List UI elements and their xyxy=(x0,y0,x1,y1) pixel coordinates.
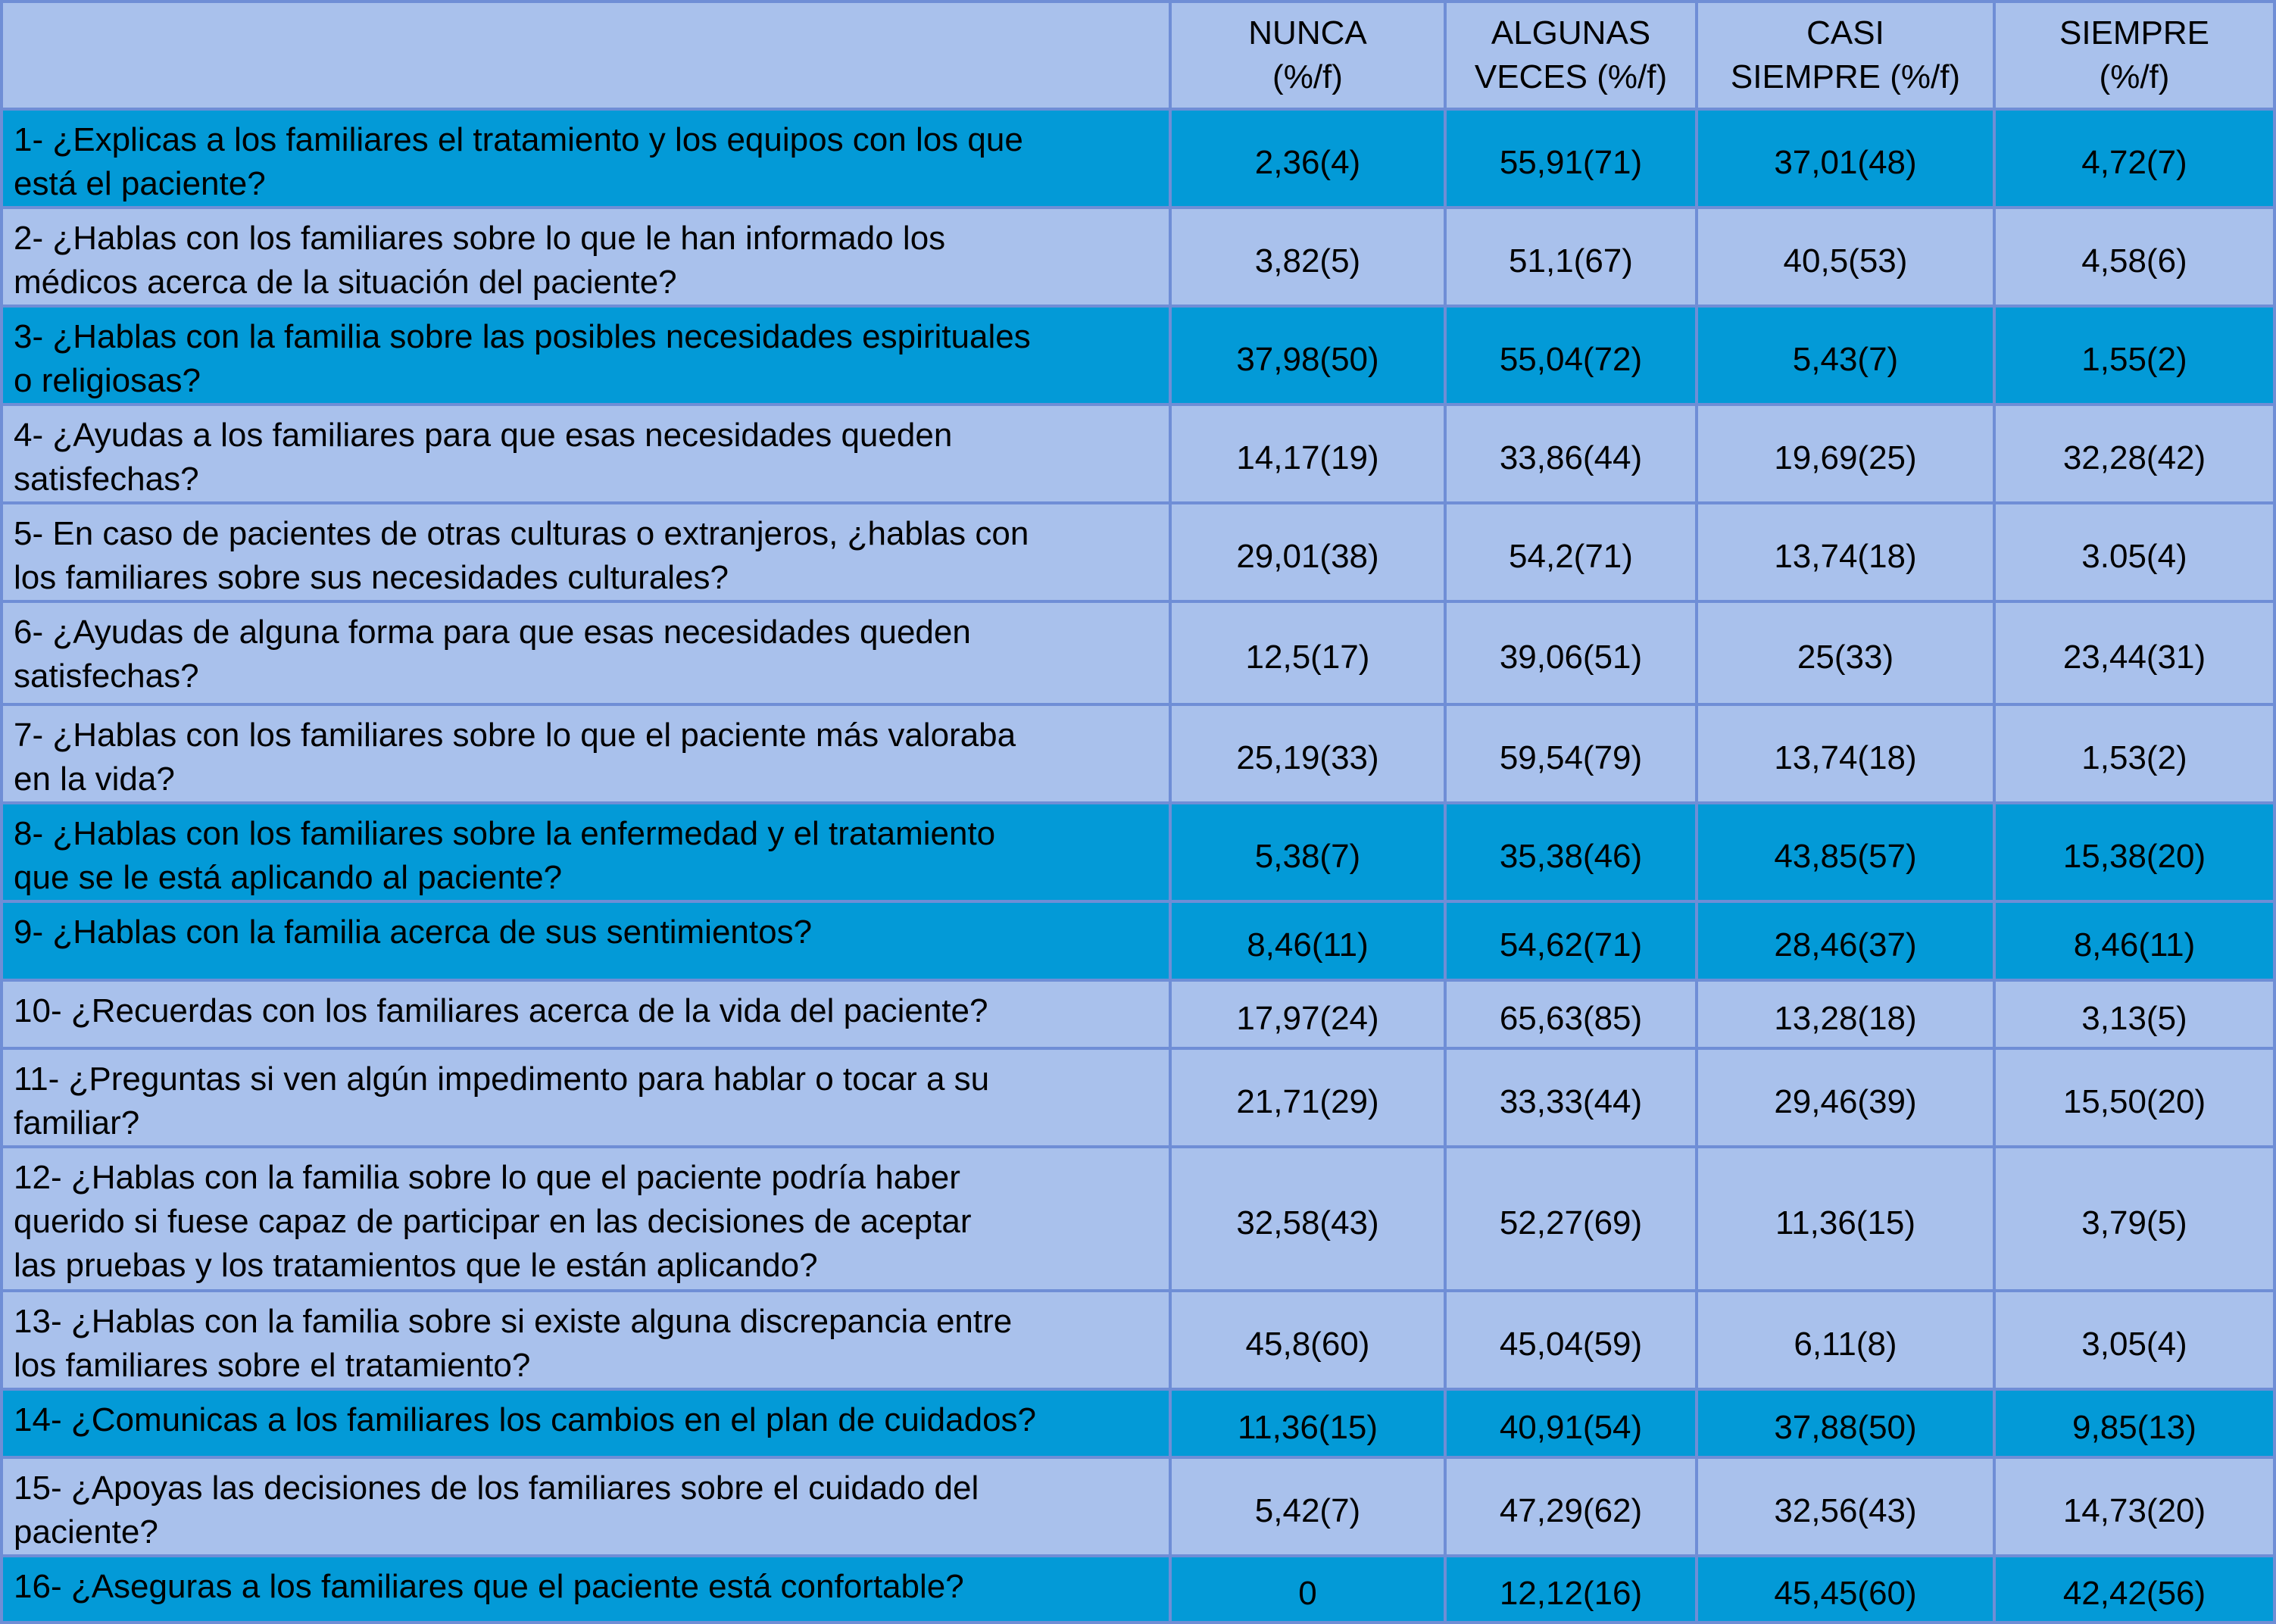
value-casi: 11,36(15) xyxy=(1697,1147,1994,1291)
value-nunca: 0 xyxy=(1170,1556,1445,1622)
value-siempre: 42,42(56) xyxy=(1994,1556,2274,1622)
header-algunas-line-1: ALGUNAS xyxy=(1491,14,1651,52)
value-casi: 37,88(50) xyxy=(1697,1389,1994,1457)
question-line: médicos acerca de la situación del paciente? xyxy=(14,264,677,301)
value-casi: 40,5(53) xyxy=(1697,208,1994,306)
header-siempre-line-2: (%/f) xyxy=(2099,58,2170,95)
table-row xyxy=(2,1291,2274,1389)
value-algunas: 47,29(62) xyxy=(1445,1457,1697,1556)
value-algunas: 65,63(85) xyxy=(1445,980,1697,1048)
header-siempre-line-1: SIEMPRE xyxy=(2059,14,2210,52)
question-cell xyxy=(2,601,1170,704)
question-line: satisfechas? xyxy=(14,461,199,498)
value-algunas: 35,38(46) xyxy=(1445,803,1697,901)
question-cell xyxy=(2,109,1170,208)
value-nunca: 2,36(4) xyxy=(1170,109,1445,208)
header-siempre xyxy=(1994,2,2274,109)
table-row xyxy=(2,404,2274,503)
value-nunca: 5,38(7) xyxy=(1170,803,1445,901)
question-cell xyxy=(2,901,1170,980)
value-siempre: 15,38(20) xyxy=(1994,803,2274,901)
value-siempre: 3,79(5) xyxy=(1994,1147,2274,1291)
question-cell xyxy=(2,306,1170,404)
value-casi: 43,85(57) xyxy=(1697,803,1994,901)
question-cell xyxy=(2,1389,1170,1457)
value-siempre: 3.05(4) xyxy=(1994,503,2274,601)
value-nunca: 21,71(29) xyxy=(1170,1048,1445,1147)
value-casi: 6,11(8) xyxy=(1697,1291,1994,1389)
question-cell xyxy=(2,704,1170,803)
value-algunas: 39,06(51) xyxy=(1445,601,1697,704)
table-row xyxy=(2,1048,2274,1147)
header-nunca-line-1: NUNCA xyxy=(1248,14,1367,52)
value-nunca: 14,17(19) xyxy=(1170,404,1445,503)
value-casi: 29,46(39) xyxy=(1697,1048,1994,1147)
table-row xyxy=(2,109,2274,208)
value-algunas: 51,1(67) xyxy=(1445,208,1697,306)
value-algunas: 54,62(71) xyxy=(1445,901,1697,980)
question-line: querido si fuese capaz de participar en las decisiones de aceptar xyxy=(14,1203,972,1240)
survey-body xyxy=(2,109,2274,1622)
question-cell xyxy=(2,208,1170,306)
question-line: 15- ¿Apoyas las decisiones de los familiares sobre el cuidado del xyxy=(14,1469,979,1507)
question-cell xyxy=(2,1048,1170,1147)
value-siempre: 32,28(42) xyxy=(1994,404,2274,503)
value-siempre: 3,13(5) xyxy=(1994,980,2274,1048)
question-line: en la vida? xyxy=(14,760,175,798)
value-siempre: 8,46(11) xyxy=(1994,901,2274,980)
value-siempre: 9,85(13) xyxy=(1994,1389,2274,1457)
header-algunas-line-2: VECES (%/f) xyxy=(1474,58,1668,95)
value-casi: 45,45(60) xyxy=(1697,1556,1994,1622)
value-siempre: 15,50(20) xyxy=(1994,1048,2274,1147)
table-row xyxy=(2,306,2274,404)
value-nunca: 29,01(38) xyxy=(1170,503,1445,601)
question-line: 3- ¿Hablas con la familia sobre las posibles necesidades espirituales xyxy=(14,318,1031,355)
value-nunca: 3,82(5) xyxy=(1170,208,1445,306)
table-row xyxy=(2,901,2274,980)
value-algunas: 45,04(59) xyxy=(1445,1291,1697,1389)
question-cell xyxy=(2,1556,1170,1622)
value-algunas: 40,91(54) xyxy=(1445,1389,1697,1457)
value-algunas: 54,2(71) xyxy=(1445,503,1697,601)
value-algunas: 55,91(71) xyxy=(1445,109,1697,208)
question-line: 14- ¿Comunicas a los familiares los cambios en el plan de cuidados? xyxy=(14,1401,1037,1438)
value-algunas: 55,04(72) xyxy=(1445,306,1697,404)
question-line: está el paciente? xyxy=(14,165,266,202)
value-casi: 13,28(18) xyxy=(1697,980,1994,1048)
table-row xyxy=(2,1556,2274,1622)
question-line: familiar? xyxy=(14,1104,140,1141)
question-line: 8- ¿Hablas con los familiares sobre la enfermedad y el tratamiento xyxy=(14,815,996,852)
question-line: los familiares sobre el tratamiento? xyxy=(14,1347,531,1384)
value-casi: 28,46(37) xyxy=(1697,901,1994,980)
value-casi: 5,43(7) xyxy=(1697,306,1994,404)
question-line: los familiares sobre sus necesidades culturales? xyxy=(14,559,729,596)
table-row xyxy=(2,503,2274,601)
question-line: 12- ¿Hablas con la familia sobre lo que el paciente podría haber xyxy=(14,1159,960,1196)
question-line: 13- ¿Hablas con la familia sobre si existe alguna discrepancia entre xyxy=(14,1303,1013,1340)
header-casi-line-2: SIEMPRE (%/f) xyxy=(1730,58,1961,95)
value-nunca: 8,46(11) xyxy=(1170,901,1445,980)
value-siempre: 1,55(2) xyxy=(1994,306,2274,404)
value-nunca: 45,8(60) xyxy=(1170,1291,1445,1389)
value-algunas: 12,12(16) xyxy=(1445,1556,1697,1622)
value-nunca: 25,19(33) xyxy=(1170,704,1445,803)
header-casi-line-1: CASI xyxy=(1806,14,1884,52)
table-row xyxy=(2,980,2274,1048)
question-line: las pruebas y los tratamientos que le están aplicando? xyxy=(14,1247,818,1284)
question-line: 5- En caso de pacientes de otras culturas o extranjeros, ¿hablas con xyxy=(14,515,1029,552)
value-casi: 32,56(43) xyxy=(1697,1457,1994,1556)
value-algunas: 33,33(44) xyxy=(1445,1048,1697,1147)
table-row xyxy=(2,208,2274,306)
header-row xyxy=(2,2,2274,109)
question-cell xyxy=(2,404,1170,503)
question-line: 4- ¿Ayudas a los familiares para que esas necesidades queden xyxy=(14,417,953,454)
question-line: 10- ¿Recuerdas con los familiares acerca de la vida del paciente? xyxy=(14,992,988,1029)
table-row xyxy=(2,1457,2274,1556)
header-casi-siempre xyxy=(1697,2,1994,109)
value-casi: 13,74(18) xyxy=(1697,503,1994,601)
value-casi: 13,74(18) xyxy=(1697,704,1994,803)
value-siempre: 4,58(6) xyxy=(1994,208,2274,306)
value-algunas: 33,86(44) xyxy=(1445,404,1697,503)
question-cell xyxy=(2,803,1170,901)
question-line: 2- ¿Hablas con los familiares sobre lo que le han informado los xyxy=(14,220,946,257)
question-line: que se le está aplicando al paciente? xyxy=(14,859,563,896)
question-cell xyxy=(2,1147,1170,1291)
value-algunas: 52,27(69) xyxy=(1445,1147,1697,1291)
header-nunca xyxy=(1170,2,1445,109)
value-siempre: 14,73(20) xyxy=(1994,1457,2274,1556)
question-line: 16- ¿Aseguras a los familiares que el paciente está confortable? xyxy=(14,1568,964,1605)
value-siempre: 4,72(7) xyxy=(1994,109,2274,208)
value-nunca: 5,42(7) xyxy=(1170,1457,1445,1556)
value-nunca: 11,36(15) xyxy=(1170,1389,1445,1457)
value-siempre: 3,05(4) xyxy=(1994,1291,2274,1389)
table-row xyxy=(2,803,2274,901)
question-cell xyxy=(2,1457,1170,1556)
question-cell xyxy=(2,980,1170,1048)
question-line: 11- ¿Preguntas si ven algún impedimento para hablar o tocar a su xyxy=(14,1060,990,1098)
value-nunca: 12,5(17) xyxy=(1170,601,1445,704)
question-cell xyxy=(2,503,1170,601)
question-line: paciente? xyxy=(14,1513,158,1551)
value-nunca: 32,58(43) xyxy=(1170,1147,1445,1291)
question-line: 1- ¿Explicas a los familiares el tratamiento y los equipos con los que xyxy=(14,121,1023,158)
value-nunca: 17,97(24) xyxy=(1170,980,1445,1048)
header-nunca-line-2: (%/f) xyxy=(1272,58,1343,95)
table-row xyxy=(2,704,2274,803)
value-algunas: 59,54(79) xyxy=(1445,704,1697,803)
value-siempre: 1,53(2) xyxy=(1994,704,2274,803)
value-casi: 19,69(25) xyxy=(1697,404,1994,503)
value-casi: 37,01(48) xyxy=(1697,109,1994,208)
question-line: o religiosas? xyxy=(14,362,201,399)
question-line: 6- ¿Ayudas de alguna forma para que esas necesidades queden xyxy=(14,614,971,651)
value-nunca: 37,98(50) xyxy=(1170,306,1445,404)
question-cell xyxy=(2,1291,1170,1389)
header-question xyxy=(2,2,1170,109)
question-line: 7- ¿Hablas con los familiares sobre lo que el paciente más valoraba xyxy=(14,717,1016,754)
value-siempre: 23,44(31) xyxy=(1994,601,2274,704)
table-row xyxy=(2,1147,2274,1291)
table-row xyxy=(2,601,2274,704)
question-line: satisfechas? xyxy=(14,657,199,695)
table-row xyxy=(2,1389,2274,1457)
question-line: 9- ¿Hablas con la familia acerca de sus sentimientos? xyxy=(14,914,813,951)
header-algunas-veces xyxy=(1445,2,1697,109)
value-casi: 25(33) xyxy=(1697,601,1994,704)
